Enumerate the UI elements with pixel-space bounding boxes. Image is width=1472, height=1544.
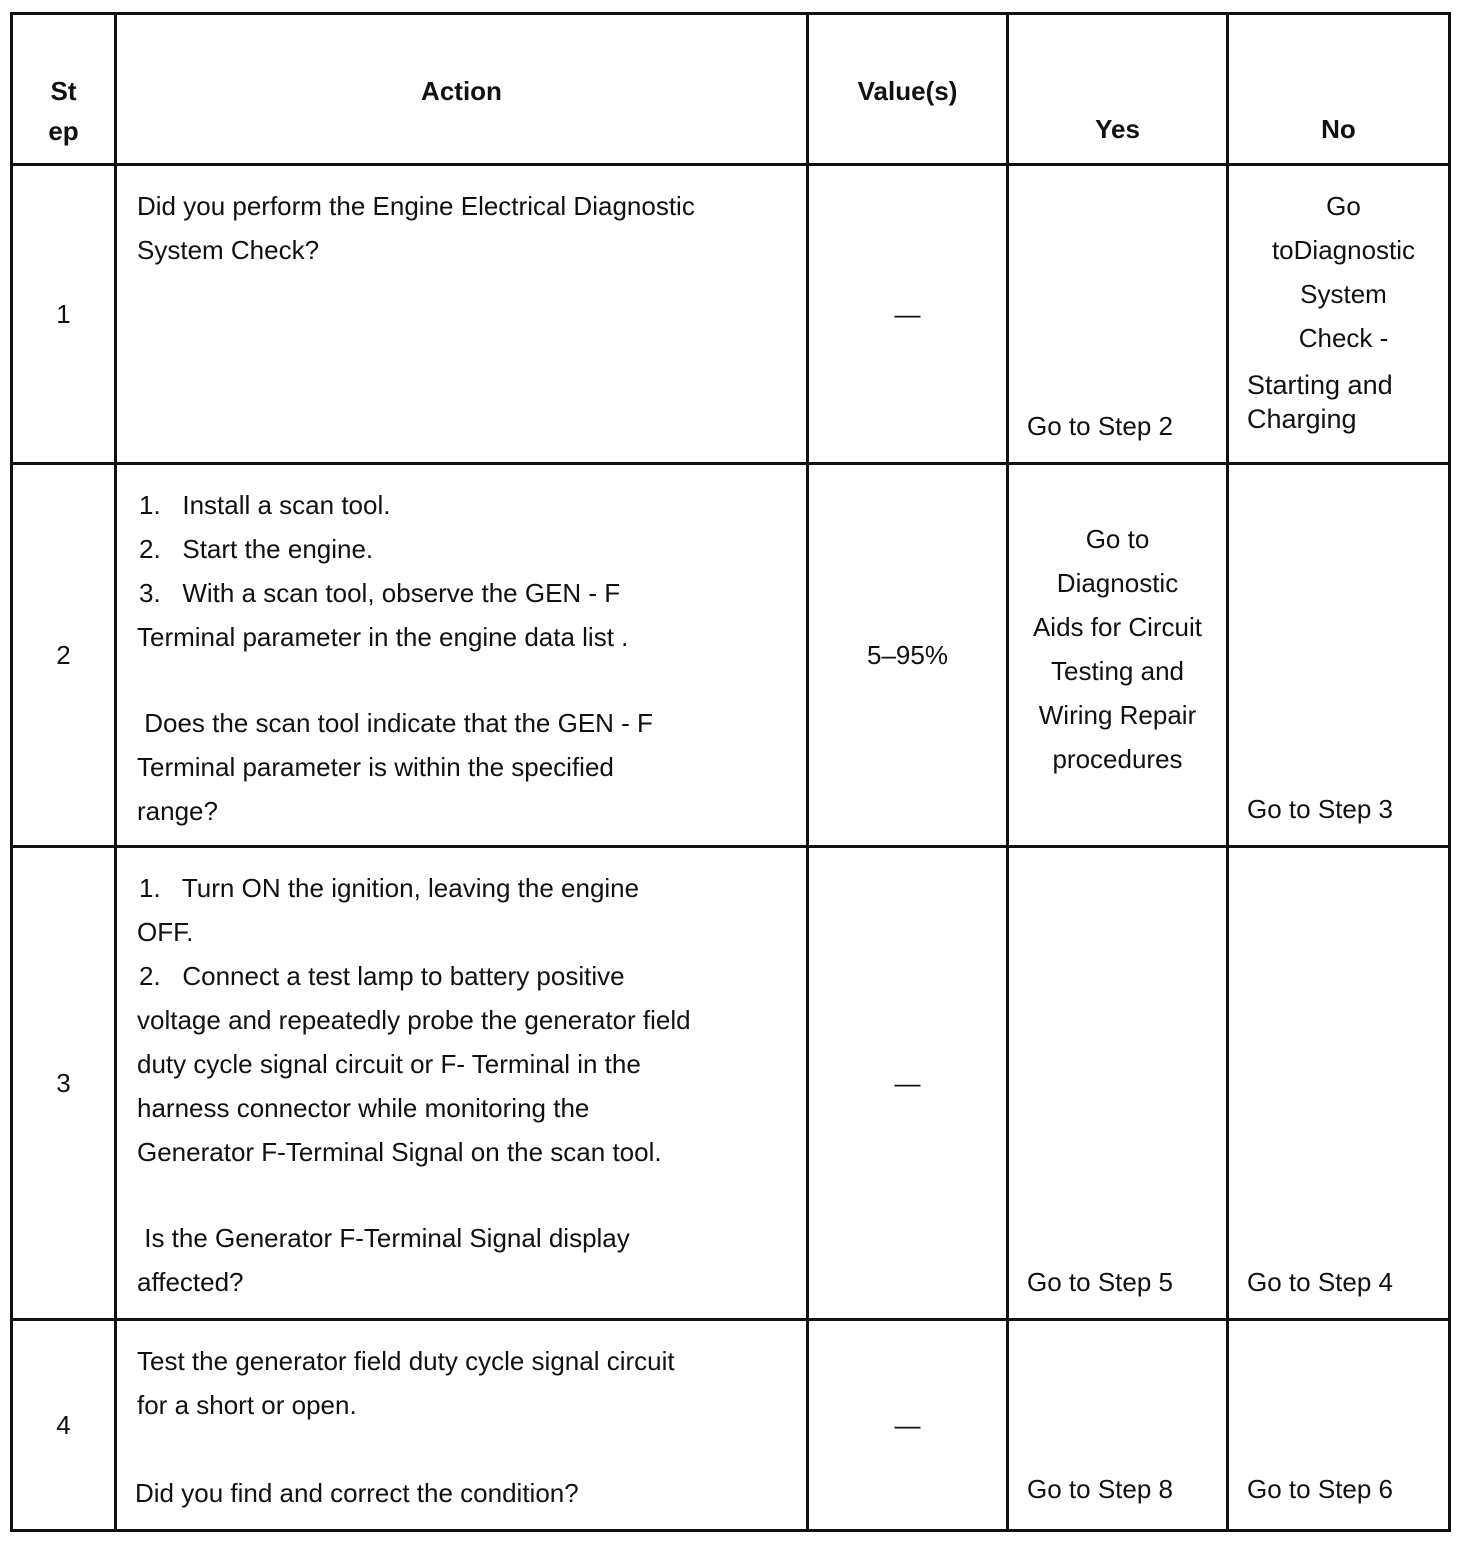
action-cell: [116, 1320, 808, 1531]
action-line: Is the Generator F-Terminal Signal display: [137, 1223, 630, 1253]
action-cell: [116, 847, 808, 1320]
no-link[interactable]: Go to Step 4: [1247, 1267, 1393, 1297]
action-line: for a short or open.: [137, 1390, 357, 1420]
action-line: affected?: [137, 1267, 244, 1297]
action-question: Did you find and correct the condition?: [135, 1478, 579, 1508]
action-line: 2. Start the engine.: [139, 534, 374, 564]
no-line: toDiagnostic: [1271, 235, 1416, 265]
action-line: 3. With a scan tool, observe the GEN - F: [139, 578, 621, 608]
no-line: Check -: [1298, 323, 1389, 353]
table-row: [12, 847, 1450, 1320]
step-number: 3: [56, 1068, 71, 1098]
action-cell: [116, 464, 808, 847]
yes-link[interactable]: [1009, 517, 1226, 781]
no-cell: [1228, 847, 1450, 1320]
action-line: 1. Turn ON the ignition, leaving the engine: [139, 873, 640, 903]
no-link[interactable]: [1247, 184, 1440, 434]
no-cell: [1228, 1320, 1450, 1531]
value-text: —: [894, 1410, 921, 1440]
header-action: [116, 14, 808, 165]
step-cell: [12, 847, 116, 1320]
no-line: Charging: [1247, 404, 1357, 434]
header-step-line2: ep: [48, 116, 79, 146]
action-line: duty cycle signal circuit or F- Terminal in the: [137, 1049, 641, 1079]
step-number: 2: [56, 640, 71, 670]
yes-line: procedures: [1052, 744, 1183, 774]
value-cell: [808, 464, 1008, 847]
value-cell: [808, 1320, 1008, 1531]
value-text: —: [894, 1068, 921, 1098]
action-line: System Check?: [137, 235, 320, 265]
yes-line: Aids for Circuit: [1032, 612, 1203, 642]
action-line: voltage and repeatedly probe the generator field: [137, 1005, 691, 1035]
header-step: [12, 14, 116, 165]
yes-line: Diagnostic: [1056, 568, 1179, 598]
action-line: 2. Connect a test lamp to battery positive: [139, 961, 625, 991]
value-text: 5–95%: [867, 640, 948, 670]
action-line: 1. Install a scan tool.: [139, 490, 391, 520]
no-cell: [1228, 165, 1450, 464]
yes-link[interactable]: Go to Step 8: [1027, 1474, 1173, 1504]
action-line: Generator F-Terminal Signal on the scan tool.: [137, 1137, 662, 1167]
action-cell: [116, 165, 808, 464]
table-row: [12, 165, 1450, 464]
no-link[interactable]: Go to Step 6: [1247, 1474, 1393, 1504]
yes-cell: [1008, 165, 1228, 464]
table-row: [12, 1320, 1450, 1531]
diagnostic-table: [10, 12, 1451, 1532]
value-cell: [808, 847, 1008, 1320]
header-no-label: No: [1321, 114, 1356, 144]
header-yes-label: Yes: [1095, 114, 1140, 144]
header-values-label: Value(s): [857, 76, 958, 106]
action-line: harness connector while monitoring the: [137, 1093, 590, 1123]
action-line: Terminal parameter is within the specified: [137, 752, 614, 782]
action-line: Test the generator field duty cycle signal circuit: [137, 1346, 675, 1376]
header-values: [808, 14, 1008, 165]
action-line: Does the scan tool indicate that the GEN - F: [137, 708, 653, 738]
step-cell: [12, 1320, 116, 1531]
step-number: 1: [56, 299, 71, 329]
header-step-line1: St: [50, 76, 77, 106]
no-cell: [1228, 464, 1450, 847]
value-cell: [808, 165, 1008, 464]
no-line: System: [1300, 279, 1387, 309]
yes-link[interactable]: Go to Step 2: [1027, 411, 1173, 441]
step-cell: [12, 165, 116, 464]
action-line: Did you perform the Engine Electrical Diagnostic: [137, 191, 695, 221]
yes-line: Go to: [1085, 524, 1150, 554]
action-line: OFF.: [137, 917, 194, 947]
action-line: Terminal parameter in the engine data list .: [137, 622, 629, 652]
value-text: —: [894, 299, 921, 329]
yes-cell: [1008, 1320, 1228, 1531]
yes-link[interactable]: Go to Step 5: [1027, 1267, 1173, 1297]
no-line: Go: [1326, 191, 1361, 221]
step-number: 4: [56, 1410, 71, 1440]
table-row: [12, 464, 1450, 847]
header-no: [1228, 14, 1450, 165]
header-action-label: Action: [421, 76, 502, 106]
header-yes: [1008, 14, 1228, 165]
step-cell: [12, 464, 116, 847]
yes-cell: [1008, 464, 1228, 847]
no-link[interactable]: Go to Step 3: [1247, 794, 1393, 824]
header-row: [12, 14, 1450, 165]
action-line: range?: [137, 796, 218, 826]
yes-line: Wiring Repair: [1038, 700, 1197, 730]
yes-cell: [1008, 847, 1228, 1320]
no-line: Starting and: [1247, 370, 1393, 400]
yes-line: Testing and: [1051, 656, 1184, 686]
